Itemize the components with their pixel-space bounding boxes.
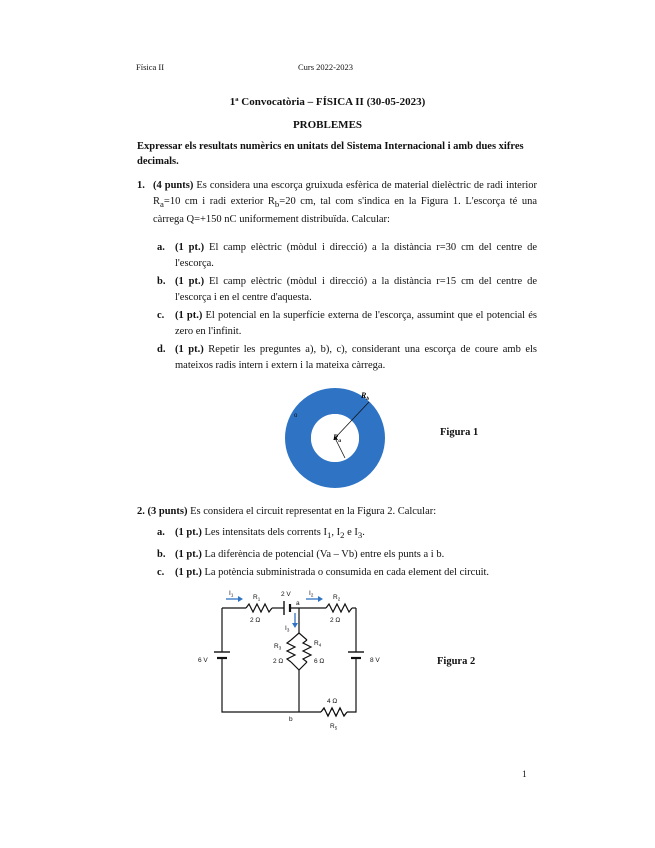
resistor-r2	[326, 604, 352, 612]
problem-1	[137, 178, 537, 228]
figure-2-circuit	[196, 585, 396, 735]
problem-2-items	[157, 525, 537, 584]
header-year: Curs 2022-2023	[298, 62, 354, 72]
problem-1-points: (4 punts)	[153, 180, 194, 191]
label-2v: 2 V	[281, 591, 291, 598]
list-item: d. (1 pt.) Repetir les preguntes a), b), c), considerant una escorça de coure amb els mateixos radis intern i extern i la mateixa càrrega.	[157, 344, 538, 371]
label-i2: $I_2$	[309, 590, 314, 598]
figure-1-caption: Figura 1	[440, 427, 479, 438]
label-r2-value: 2 Ω	[330, 617, 341, 624]
resistor-r3	[287, 640, 295, 662]
section-title: PROBLEMES	[292, 119, 363, 131]
label-b: b	[289, 716, 293, 723]
label-i1: $I_1$	[229, 590, 234, 598]
label-r3-value: 2 Ω	[273, 658, 284, 665]
label-r3: $R_3$	[274, 643, 282, 651]
list-item: b. (1 pt.) El camp elèctric (mòdul i direcció) a la distància r=15 cm del centre de l'escorça i en el centre d'aquesta.	[157, 276, 538, 303]
label-o: o	[294, 413, 298, 419]
label-r5-value: 4 Ω	[327, 698, 338, 705]
label-r2: $R_2$	[333, 594, 341, 602]
label-ra: $R_a$	[333, 433, 342, 444]
resistor-r1	[246, 604, 272, 612]
label-r4: $R_4$	[314, 640, 322, 648]
label-6v: 6 V	[198, 657, 208, 664]
problem-2-points: (3 punts)	[147, 506, 188, 517]
label-r4-value: 6 Ω	[314, 658, 325, 665]
header-course: Física II	[136, 62, 165, 72]
list-item: b. (1 pt.) La diferència de potencial (Va – Vb) entre els punts a i b.	[157, 548, 445, 560]
exam-title: 1ª Convocatòria – FÍSICA II (30-05-2023)	[229, 96, 426, 108]
label-i3: $I_3$	[285, 625, 290, 633]
label-a: a	[296, 600, 300, 607]
figure-2-caption: Figura 2	[437, 656, 476, 667]
label-8v: 8 V	[370, 657, 380, 664]
problem-1-number: 1.	[137, 180, 145, 191]
figure-1-spherical-shell	[285, 388, 385, 488]
list-item: a. (1 pt.) El camp elèctric (mòdul i direcció) a la distància r=30 cm del centre de l'escorça.	[157, 242, 538, 269]
label-r5: $R_5$	[330, 723, 338, 731]
label-r1-value: 2 Ω	[250, 617, 261, 624]
label-rb: $R_b$	[361, 391, 370, 402]
label-r1: $R_1$	[253, 594, 261, 602]
instructions: Expressar els resultats numèrics en unitats del Sistema Internacional i amb dues xifres decimals.	[137, 141, 524, 167]
problem-1-items	[157, 240, 537, 376]
list-item: c. (1 pt.) El potencial en la superfície externa de l'escorça, assumint que el potencial és zero en l'infinit.	[157, 310, 537, 337]
list-item: a. (1 pt.) Les intensitats dels corrents $I_1$, $I_2$ e $I_3$.	[157, 527, 365, 541]
problem-2-number: 2.	[137, 506, 145, 517]
page-number: 1	[522, 770, 527, 780]
problem-1-statement: (4 punts) Es considera una escorça gruixuda esfèrica de material dielèctric de radi interior $R_a=10$ cm i radi exterior $R_b=20$ cm, tal com s'indica en la Figura 1. L'escorça té una càrrega Q=+150 nC uniformement distribuïda. Calcular:	[153, 180, 537, 226]
list-item: c. (1 pt.) La potència subministrada o consumida en cada element del circuit.	[157, 567, 490, 579]
problem-2	[137, 506, 537, 517]
problem-2-statement: Es considera el circuit representat en la Figura 2. Calcular:	[190, 506, 437, 517]
resistor-r4	[303, 640, 311, 662]
